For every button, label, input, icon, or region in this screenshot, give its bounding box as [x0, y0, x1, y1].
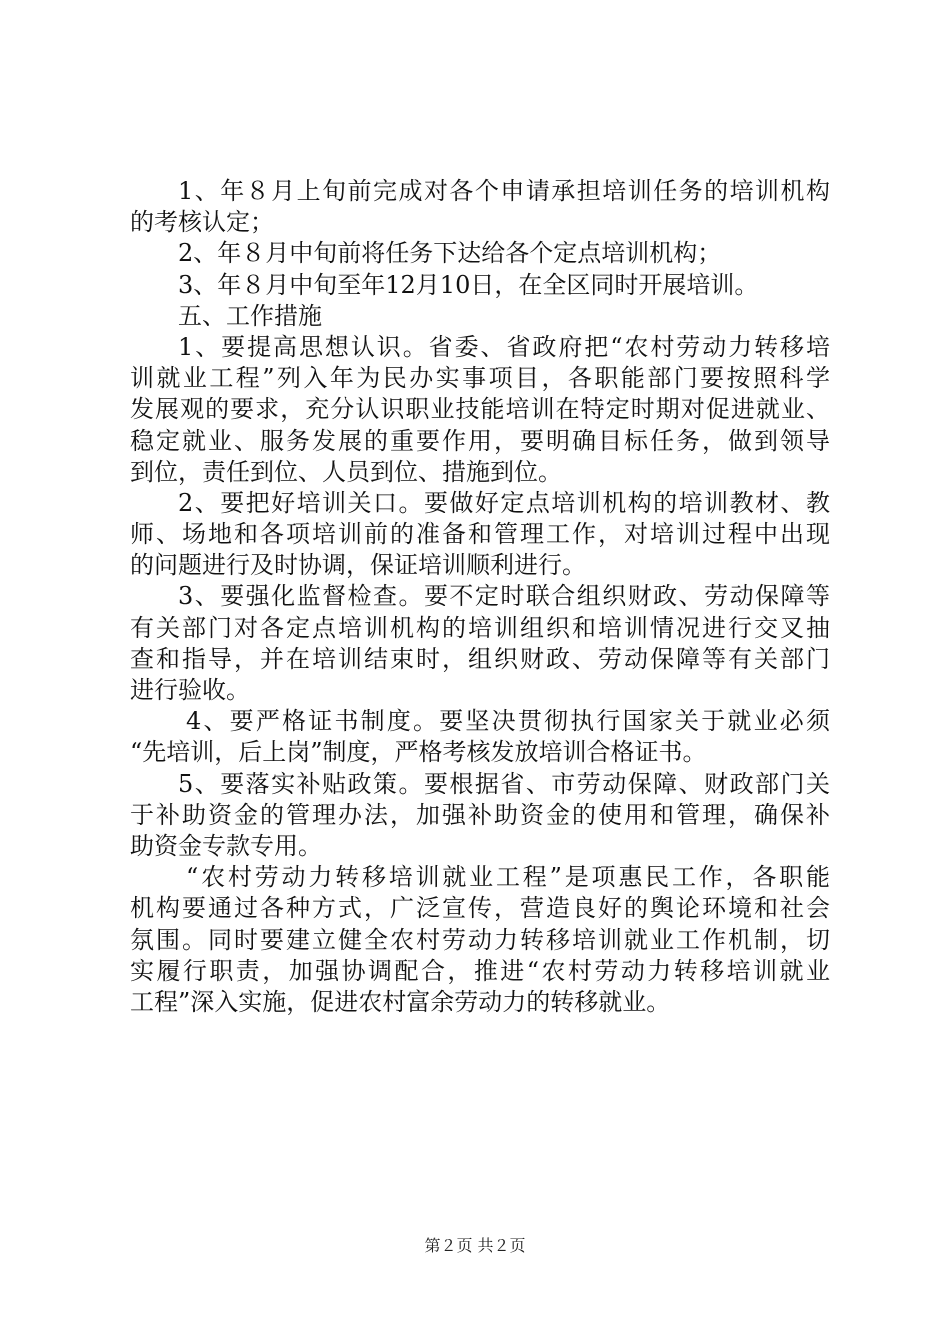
paragraph-line: 1、要提高思想认识。省委、省政府把“农村劳动力转移培: [178, 332, 830, 361]
paragraph-line: 1、年８月上旬前完成对各个申请承担培训任务的培训机构: [178, 177, 830, 205]
paragraph-line: 4、要严格证书制度。要坚决贯彻执行国家关于就业必须: [186, 707, 830, 736]
paragraph-line: 的问题进行及时协调，保证培训顺利进行。: [130, 551, 586, 580]
paragraph-line: 助资金专款专用。: [130, 831, 322, 860]
paragraph-line: 氛围。同时要建立健全农村劳动力转移培训就业工作机制，切: [130, 925, 830, 954]
paragraph-line: 发展观的要求，充分认识职业技能培训在特定时期对促进就业、: [130, 395, 830, 424]
paragraph-line: 稳定就业、服务发展的重要作用，要明确目标任务，做到领导: [130, 426, 830, 455]
paragraph-line: 进行验收。: [130, 676, 250, 704]
document-body: [130, 176, 830, 1018]
paragraph-line: 2、年８月中旬前将任务下达给各个定点培训机构；: [178, 239, 722, 268]
page-number-footer: 第２页 共２页: [424, 1236, 526, 1255]
paragraph-line: 3、年８月中旬至年12月10日，在全区同时开展培训。: [178, 270, 759, 299]
paragraph-line: 2、要把好培训关口。要做好定点培训机构的培训教材、教: [178, 488, 830, 517]
paragraph-line: 5、要落实补贴政策。要根据省、市劳动保障、财政部门关: [178, 769, 830, 798]
paragraph-line: 到位，责任到位、人员到位、措施到位。: [130, 457, 562, 486]
paragraph-line: “先培训，后上岗”制度，严格考核发放培训合格证书。: [130, 738, 707, 767]
paragraph-line: “农村劳动力转移培训就业工程”是项惠民工作，各职能: [186, 863, 830, 892]
paragraph-line: 3、要强化监督检查。要不定时联合组织财政、劳动保障等: [178, 582, 830, 611]
paragraph-line: 机构要通过各种方式，广泛宣传，营造良好的舆论环境和社会: [130, 894, 830, 923]
paragraph-line: 于补助资金的管理办法，加强补助资金的使用和管理，确保补: [130, 800, 830, 829]
paragraph-line: 训就业工程”列入年为民办实事项目，各职能部门要按照科学: [130, 364, 830, 393]
paragraph-line: 有关部门对各定点培训机构的培训组织和培训情况进行交叉抽: [130, 613, 830, 642]
paragraph-line: 工程”深入实施，促进农村富余劳动力的转移就业。: [130, 987, 671, 1016]
paragraph-line: 的考核认定；: [130, 208, 274, 237]
paragraph-line: 实履行职责，加强协调配合，推进“农村劳动力转移培训就业: [130, 956, 830, 985]
section-heading: 五、工作措施: [178, 301, 322, 330]
paragraph-line: 查和指导，并在培训结束时，组织财政、劳动保障等有关部门: [130, 644, 830, 673]
paragraph-line: 师、场地和各项培训前的准备和管理工作，对培训过程中出现: [130, 520, 830, 549]
